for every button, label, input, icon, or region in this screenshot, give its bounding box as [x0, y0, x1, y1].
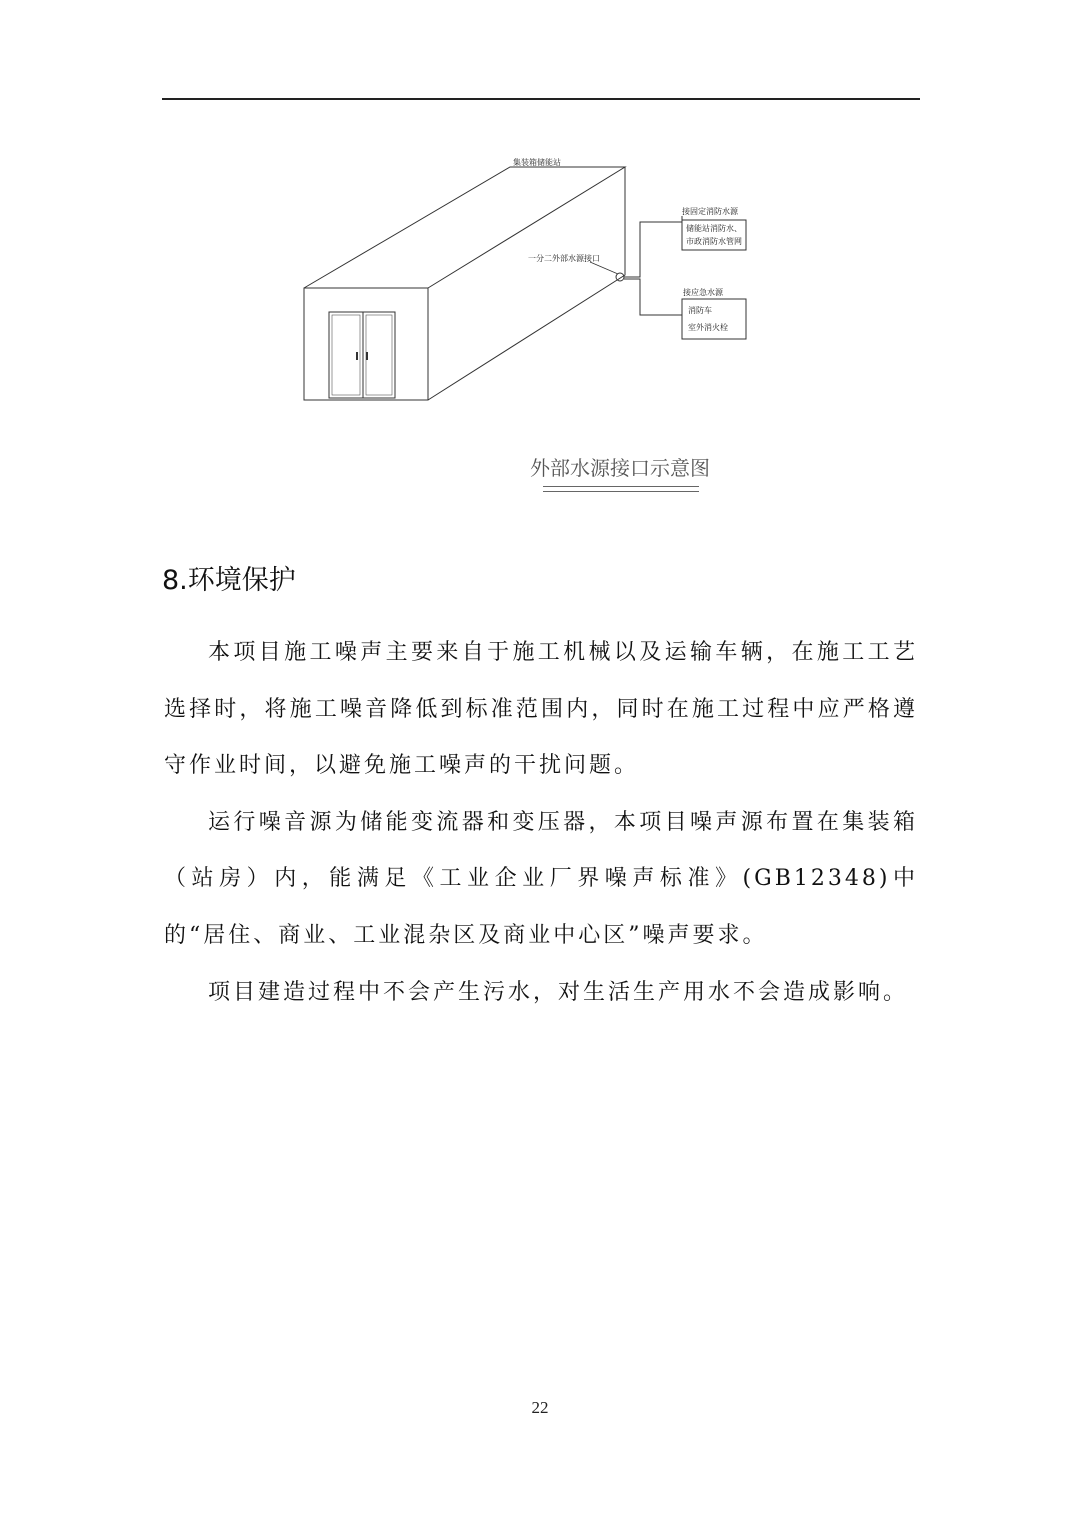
label-container: 集装箱储能站: [513, 158, 561, 167]
diagram-svg: [290, 150, 770, 420]
label-connector: 一分二外部水源接口: [528, 254, 600, 263]
page-number: 22: [531, 1398, 549, 1417]
section-title: 8.环境保护: [162, 565, 296, 596]
caption-underline-2: [543, 491, 699, 492]
label-fixed-line1: 储能站消防水、: [686, 224, 742, 233]
body-text: [164, 625, 918, 1021]
header-rule: [162, 98, 920, 100]
pipe-to-emergency: [624, 279, 682, 315]
paragraph: 本项目施工噪声主要来自于施工机械以及运输车辆，在施工工艺选择时，将施工噪音降低到标准范围内，同时在施工过程中应严格遵守作业时间，以避免施工噪声的干扰问题。: [164, 640, 918, 779]
paragraph: 项目建造过程中不会产生污水，对生活生产用水不会造成影响。: [208, 979, 909, 1005]
label-fixed-title: 接固定消防水源: [682, 207, 738, 216]
door-handle: [356, 352, 358, 360]
pipe-to-fixed: [624, 222, 682, 277]
container-side: [428, 167, 625, 400]
label-fixed-line2: 市政消防水管网: [686, 237, 742, 246]
figure-caption: 外部水源接口示意图: [530, 456, 710, 480]
caption-underline: [543, 486, 699, 487]
water-source-diagram: [290, 150, 770, 420]
emergency-source-box: [682, 299, 746, 339]
connector-icon: [616, 273, 624, 281]
label-emergency-line2: 室外消火栓: [688, 323, 728, 332]
container-top: [304, 167, 625, 288]
label-emergency-title: 接应急水源: [683, 288, 723, 297]
label-emergency-line1: 消防车: [688, 306, 712, 315]
paragraph: 运行噪音源为储能变流器和变压器，本项目噪声源布置在集装箱（站房）内，能满足《工业企业厂界噪声标准》(GB12348)中的“居住、商业、工业混杂区及商业中心区”噪声要求。: [164, 809, 918, 948]
